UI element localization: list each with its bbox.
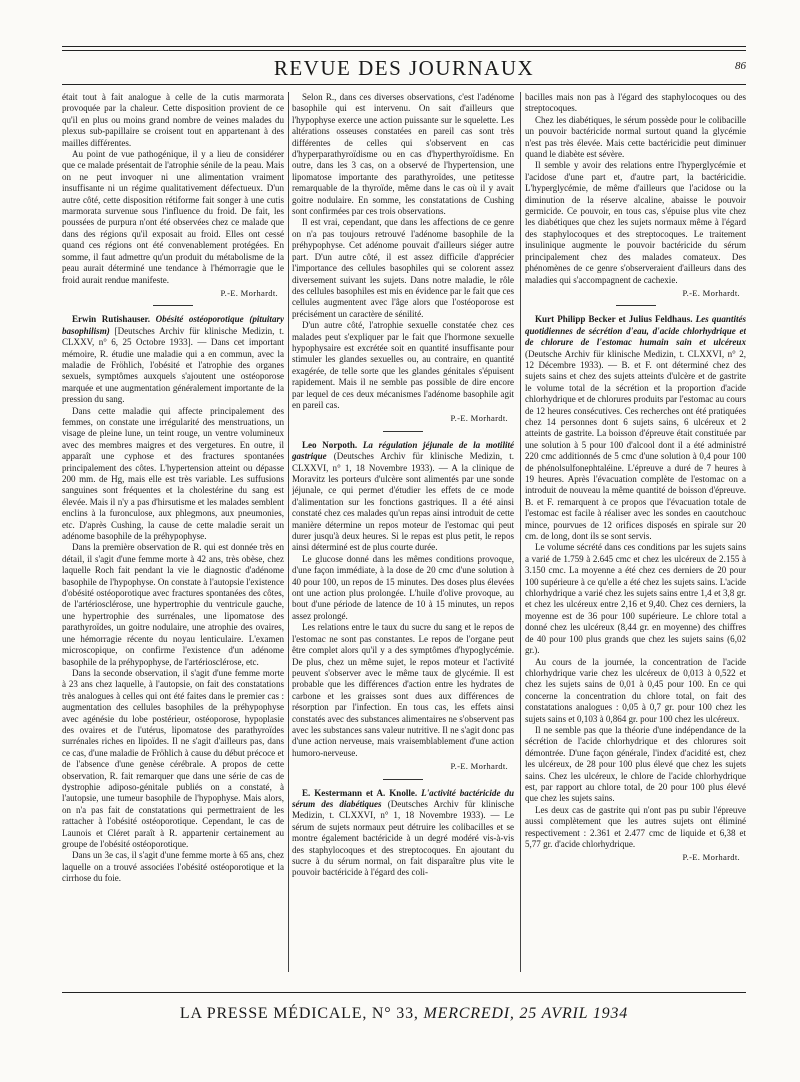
column-divider-1: [288, 92, 289, 972]
article-author: Leo Norpoth.: [302, 439, 358, 450]
paragraph: Selon R., dans ces diverses observations, c'est l'adénome basophile qui est intervenu. On sait d'ailleurs que l'hypophyse exerce une action puissante sur le squelette. Les altérations osseuses constatées en pareil cas sont très différentes de celles qui s'observent en cas d'hyperparathyroïdisme ou en cas d'hyperthyroïdisme. En outre, dans les 3 cas, on a observé de l'hypertension, une lipomatose importante des parathyroïdes, une petitesse remarquable de la thyroïde, même dans le cas où il y avait goitre nodulaire. En somme, les constatations de Cushing sont confirmées par ces trois observations.: [292, 92, 514, 217]
paragraph: Au cours de la journée, la concentration de l'acide chlorhydrique varie chez les ulcéreux de 0,013 à 0,522 et chez les sujets sains de 0,01 à 0,45 pour 100. En ce qui concerne la concentration du chlore total, on fait des constatations analogues : 0,05 à 0,7 gr. pour 100 chez les sujets sains et 0,103 à 0,864 gr. pour 100 chez les ulcéreux.: [525, 656, 746, 724]
paragraph: Au point de vue pathogénique, il y a lieu de considérer que ce malade présentait de l'atrophie sénile de la peau. Mais on ne peut invoquer ni une alimentation vraiment insuffisante ni un régime qualitativement défectueux. D'un autre côté, cette disposition rétiforme fait songer à une cutis marmorata survenue sous l'influence du froid. De fait, les poussées de purpura n'ont été observées chez ce malade que dans des régions qu'il exposait au froid. Elles ont cessé quand ces régions ont été convenablement protégées. En somme, il faut admettre qu'un produit du métabolisme de la peau aurait déterminé une tendance à l'hémorragie que le froid aurait rendue manifeste.: [62, 149, 284, 285]
paragraph: Le volume sécrété dans ces conditions par les sujets sains a varié de 1.759 à 2.645 cmc et chez les ulcéreux de 2.155 à 3.150 cmc. La moyenne a été chez ces derniers de 20 pour 100 supérieure à ce qu'elle a été chez les sujets sains. L'acide chlorhydrique a varié chez les sujets sains entre 1,4 et 3,8 gr. et chez les ulcéreux entre 2,16 et 9,40. Chez ces derniers, la moyenne est de 36 pour 100 supérieure. Le chlore total a donné chez les ulcéreux (8,44 gr. en moyenne) des chiffres de 40 pour 100 plus grands que chez les sujets sains (6,02 gr.).: [525, 542, 746, 656]
footer-journal: LA PRESSE MÉDICALE, N° 33,: [179, 1005, 419, 1022]
footer-day: MERCREDI,: [423, 1005, 515, 1022]
article-title: L'activité bactéricide du sérum des diabétiques: [292, 787, 514, 809]
paragraph: Il ne semble pas que la théorie d'une indépendance de la sécrétion de l'acide chlorhydrique et des chlorures soit démontrée. D'une façon générale, l'index d'acidité est, chez les ulcéreux, de 28 pour 100 plus élevé que chez les sujets sains. Chez les ulcéreux, le chlore de l'acide chlorhydrique est, par rapport au chlore total, de 20 pour 100 plus élevé que chez les sujets sains.: [525, 724, 746, 804]
signature: P.-E. Morhardt.: [682, 852, 740, 863]
article-author: E. Kestermann et A. Knolle.: [302, 787, 418, 798]
article-author: Erwin Rutishauser.: [72, 314, 150, 325]
article-abstract: [292, 440, 514, 554]
column-2: [292, 92, 514, 982]
top-rule-thin: [62, 50, 746, 51]
article-source: (Deutsches Archiv für klinische Medizin, t. CLXXVI, n° 1, 18 Novembre 1933). — Le sérum de sujets normaux peut détruire les colibacilles et se montre également bactéricide à un degré modéré vis-à-vis des staphylocoques et des streptocoques. En ajoutant du sucre à du sérum normal, on fait disparaître plus vite le pouvoir bactéricide à l'égard des coli-: [292, 798, 514, 878]
paragraph: Chez les diabétiques, le sérum possède pour le colibacille un pouvoir bactéricide normal surtout quand la glycémie n'est pas très élevée. Mais cette bactéricidie peut diminuer quand le diabète est sévère.: [525, 114, 746, 160]
article-source: [Deutsches Archiv für klinische Medizin, t. CLXXV, n° 6, 25 Octobre 1933]. — Dans cet important mémoire, R. étudie une maladie qui a en commun, avec la maladie de Fröhlich, l'obésité et l'atrophie des organes sexuels, symptômes auxquels s'ajoutent une ostéoporose marquée et une augmentation généralement importante de la pression du sang.: [62, 325, 284, 405]
masthead-rule: [62, 84, 746, 85]
signature: P.-E. Morhardt.: [450, 413, 508, 424]
column-divider-2: [520, 92, 521, 972]
article-title: Obésité ostéoporotique (pituitary basophilism): [62, 314, 284, 336]
column-3: [525, 92, 746, 982]
article-abstract: [62, 314, 284, 405]
signature: P.-E. Morhardt.: [682, 287, 740, 298]
article-abstract: [525, 314, 746, 542]
paragraph: Il semble y avoir des relations entre l'hyperglycémie et l'acidose d'une part et, d'autre part, la bactéricidie. L'hyperglycémie, de même d'ailleurs que l'acidose ou la diminution de la réserve alcaline, abaisse le pouvoir germicide. Ce pouvoir, en tous cas, s'épuise plus vite chez les diabétiques que chez les sujets normaux même à l'égard des staphylocoques et des streptocoques. Le traitement insulinique augmente le pouvoir bactéricide du sérum principalement chez des malades comateux. Des phénomènes de ce genre s'observeraient d'ailleurs dans des maladies qui s'accompagnent de cachexie.: [525, 160, 746, 285]
paragraph: Dans la seconde observation, il s'agit d'une femme morte à 23 ans chez laquelle, à l'autopsie, on fait des constatations très analogues à celles qui ont été faites dans le premier cas : augmentation des cellules basophiles de la préhypophyse avec agénésie du lobe postérieur, ostéoporose, hypoplasie des ovaires et de l'utérus, lipomatose des parathyroïdes surrénales riches en lipoïdes. Il ne s'agit d'ailleurs pas, dans ce cas, d'une maladie de Fröhlich à cause du début précoce et de l'absence d'une genèse cérébrale. A propos de cette observation, R. fait remarquer que dans une série de cas de dystrophie adiposo-génitale publiés on a constaté, à l'autopsie, une tumeur basophile de l'hypophyse. Mais alors, on n'a pas fait de constatations qui permettraient de les rattacher à l'obésité ostéoporotique. Cependant, le cas de Launois et Cléret paraît à R. appartenir certainement au groupe de l'obésité ostéoporotique.: [62, 667, 284, 849]
paragraph: Dans la première observation de R. qui est donnée très en détail, il s'agit d'une femme morte à 42 ans, très obèse, chez laquelle Roch fait pendant la vie le diagnostic d'adénome basophile de l'hypophyse. On constate à l'autopsie l'existence d'obésité ostéoporotique avec fractures spontanées des côtes, de l'artériosclérose, une hypertrophie du ventricule gauche, une hypertrophie des surrénales, une lipomatose des parathyroïdes, un goitre nodulaire, une atrophie des ovaires, une hémorragie récente du noyau lenticulaire. L'examen microscopique, on confirme l'existence d'un adénome basophile de la préhypophyse, de l'artériosclérose, etc.: [62, 542, 284, 667]
footer-date: 25 AVRIL 1934: [519, 1005, 629, 1022]
separator: [616, 305, 656, 306]
paragraph: Dans cette maladie qui affecte principalement des femmes, on constate une irrégularité des menstruations, un visage de pleine lune, un teint rouge, un ventre volumineux avec des membres maigres et des vergetures. En outre, il apparaît une cyphose et des fractures spontanées principalement des côtes. L'hypertension atteint ou dépasse 200 mm. de Hg, mais elle est très variable. Les suffusions sanguines sont fréquentes et la cholestérine du sang est élevée. Mais il n'y a pas d'hirsutisme et les malades semblent enclins à la furonculose, aux phlegmons, aux pneumonies, etc. D'après Cushing, la cause de cette maladie serait un adénome basophile de la préhypophyse.: [62, 405, 284, 542]
paragraph: Les relations entre le taux du sucre du sang et le repos de l'estomac ne sont pas constantes. Le repos de l'organe peut être complet alors qu'il y a des symptômes d'hypoglycémie. De plus, chez un même sujet, le repos moteur et l'activité peuvent s'observer avec le même taux de glycémie. Il est probable que les différences d'action entre les hydrates de carbone et les graisses sont dues aux différences de résorption par l'infection. En tous cas, les effets ainsi constatés avec des substances alimentaires ne s'observent pas avec les substances sans valeur nutritive. Il ne s'agit donc pas d'une action nerveuse, mais vraisemblablement d'une action humoro-nerveuse.: [292, 622, 514, 758]
paragraph: Dans un 3e cas, il s'agit d'une femme morte à 65 ans, chez laquelle on a trouvé associées l'obésité ostéoporotique et la cirrhose du foie.: [62, 850, 284, 884]
journal-section-title: REVUE DES JOURNAUX: [273, 56, 535, 80]
paragraph: bacilles mais non pas à l'égard des staphylocoques ou des streptocoques.: [525, 92, 746, 114]
paragraph: D'un autre côté, l'atrophie sexuelle constatée chez ces malades peut s'expliquer par le fait que l'hormone sexuelle hypophysaire est excrétée soit en quantité insuffisante pour stimuler les glandes sexuelles ou, au contraire, en quantité exagérée, de telle sorte que les glandes génitales s'épuisent rapidement. Mais il ne semble pas possible de dire encore par lequel de ces deux mécanismes l'adénome basophile agit en pareil cas.: [292, 320, 514, 410]
top-rule: [62, 46, 746, 47]
footer-rule: [62, 992, 746, 993]
article-title: La régulation jéjunale de la motilité gastrique: [292, 439, 514, 462]
paragraph: Il est vrai, cependant, que dans les affections de ce genre on n'a pas toujours retrouvé l'adénome basophile de la préhypophyse. Cet adénome pouvait d'ailleurs siéger autre part. D'un autre côté, il est assez difficile d'apprécier l'importance des cellules basophiles qui se colorent assez diversement suivant les sujets. Dans notre maladie, le rôle des cellules basophiles est mis en évidence par le fait que ces cellules augmentent avec l'âge alors que l'ostéoporose est précisément un caractère de sénilité.: [292, 217, 514, 319]
article-source: (Deutsches Archiv für klinische Medizin, t. CLXXVI, n° 1, 18 Novembre 1933). — A la clinique de Moravitz les porteurs d'ulcère sont alimentés par une sonde jéjunale, ce qui permet d'étudier les effets de ce mode d'alimentation sur les fonctions gastriques. Il a été ainsi constaté chez ces malades qu'un repas ainsi introduit de cette manière détermine un repos moteur de l'estomac qui peut durer jusqu'à deux heures. Si le repas est plus petit, le repos ainsi déterminé est de plus courte durée.: [292, 451, 514, 553]
article-abstract: [292, 788, 514, 879]
paragraph: Le glucose donné dans les mêmes conditions provoque, d'une façon immédiate, à la dose de 20 cmc d'une solution à 40 pour 100, un repos de 15 minutes. Des doses plus élevées ont une action plus prolongée. L'huile d'olive provoque, au bout d'une période de latence de 10 à 15 minutes, un repos assez prolongé.: [292, 553, 514, 621]
page-number: 86: [735, 60, 746, 72]
separator: [153, 305, 193, 306]
article-source: (Deutsche Archiv für klinische Medizin, t. CLXXVI, n° 2, 12 Décembre 1933). — B. et F. ont déterminé chez des sujets sains et chez des sujets atteints d'ulcère et de gastrite le volume total de la sécrétion et la proportion d'acide chlorhydrique et de chlorures produits par l'estomac au cours de 12 heures consécutives. Ces recherches ont été pratiquées chez 14 personnes dont 6 sujets sains, 6 ulcéreux et 2 atteints de gastrite. La boisson d'épreuve était constituée par une solution à 5 pour 100 d'alcool dont il a été administré 220 cmc additionnés de 5 cmc d'une solution à 0,4 pour 100 de phénolsulfonephtaléine. L'épreuve a duré de 7 heures à 19 heures. Après l'évacuation complète de l'estomac on a introduit de nouveau la même quantité de boisson d'épreuve. B. et F. remarquent à ce propos que l'évacuation totale de l'estomac est facile à réaliser avec les sondes en caoutchouc mince, pourvues de 12 orifices disposés en spirale sur 20 cm. de long, dont ils se sont servis.: [525, 348, 746, 542]
footer: [62, 1000, 746, 1028]
paragraph: Les deux cas de gastrite qui n'ont pas pu subir l'épreuve aussi complètement que les autres sujets ont éliminé respectivement : 2.361 et 2.477 cmc de liquide et 6,38 et 5,77 gr. d'acide chlorhydrique.: [525, 804, 746, 849]
signature: P.-E. Morhardt.: [220, 287, 278, 298]
article-title: Les quantités quotidiennes de sécrétion d'eau, d'acide chlorhydrique et de chlorure de l'estomac humain sain et ulcéreux: [525, 314, 746, 348]
signature: P.-E. Morhardt.: [450, 761, 508, 772]
separator: [383, 431, 423, 432]
masthead: [62, 54, 746, 82]
separator: [383, 779, 423, 780]
paragraph: était tout à fait analogue à celle de la cutis marmorata provoquée par la chaleur. Cette disposition provient de ce qu'il en plus ou moins grand nombre de veines malades du plexus sub-papillaire se croisent tout en appartenant à des mailles différentes.: [62, 92, 284, 148]
article-author: Kurt Philipp Becker et Julius Feldhaus.: [535, 314, 693, 325]
column-1: [62, 92, 284, 982]
